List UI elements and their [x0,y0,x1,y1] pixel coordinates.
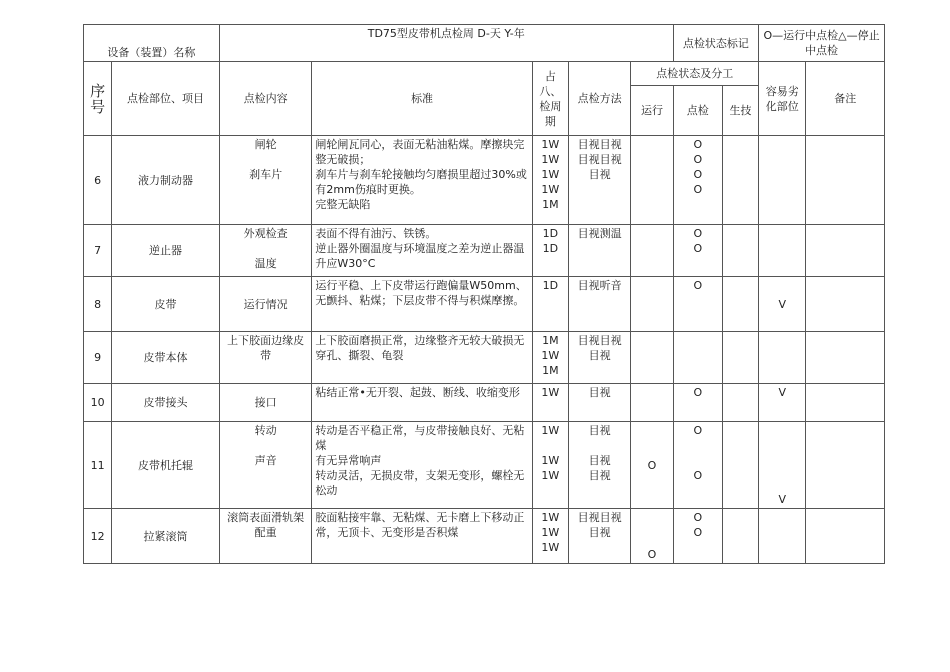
col-remark: 备注 [806,62,885,136]
table-row [84,225,885,277]
row-part: 液力制动器 [112,136,220,225]
sheet-title: TD75型皮带机点检周 D-天 Y-年 [219,25,673,62]
row-standard: 粘结正常•无开裂、起鼓、断线、收缩变形 [312,384,532,422]
col-weak-part: 容易劣化部位 [759,62,806,136]
row-method: 目视 目视 目视 [568,422,630,509]
row-method: 目视目视 目视 [568,332,630,384]
row-content: 接口 [219,384,312,422]
device-name-label: 设备（装置）名称 [84,25,220,62]
row-prod [722,136,758,225]
row-weak [759,136,806,225]
row-method: 目视目视 目视 [568,509,630,564]
row-period: 1D [532,277,568,332]
row-period: 1W 1W 1W [532,509,568,564]
row-no: 11 [84,422,112,509]
table-row [84,422,885,509]
row-no: 12 [84,509,112,564]
status-marker-legend: O—运行中点检△—停止中点检 [759,25,885,62]
col-status-group: 点检状态及分工 [631,62,759,86]
row-part: 皮带本体 [112,332,220,384]
row-prod [722,332,758,384]
row-run [631,225,673,277]
table-row [84,136,885,225]
row-remark [806,509,885,564]
row-run: O [631,509,673,564]
inspection-table [83,24,885,564]
row-check: O [673,384,722,422]
row-prod [722,384,758,422]
col-run: 运行 [631,86,673,136]
row-weak: V [759,422,806,509]
row-period: 1M 1W 1M [532,332,568,384]
table-row [84,277,885,332]
row-run [631,136,673,225]
table-row [84,509,885,564]
row-period: 1W [532,384,568,422]
row-run: O [631,422,673,509]
row-run [631,384,673,422]
row-check [673,332,722,384]
status-marker-label: 点检状态标记 [673,25,759,62]
row-standard: 运行平稳、上下皮带运行跑偏量W50mm、无颤抖、粘煤；下层皮带不得与积煤摩擦。 [312,277,532,332]
table-row [84,384,885,422]
row-part: 皮带机托辊 [112,422,220,509]
row-check: O O [673,509,722,564]
col-content: 点检内容 [219,62,312,136]
row-part: 皮带 [112,277,220,332]
row-run [631,332,673,384]
row-remark [806,277,885,332]
row-period: 1W 1W 1W [532,422,568,509]
col-part: 点检部位、项目 [112,62,220,136]
col-method: 点检方法 [568,62,630,136]
row-period: 1W 1W 1W 1W 1M [532,136,568,225]
row-part: 逆止器 [112,225,220,277]
row-remark [806,225,885,277]
row-weak [759,225,806,277]
row-standard: 表面不得有油污、铁锈。 逆止器外圈温度与环境温度之差为逆止器温升应W30°C [312,225,532,277]
row-remark [806,422,885,509]
row-check: O [673,277,722,332]
row-remark [806,332,885,384]
row-method: 目视目视 目视目视 目视 [568,136,630,225]
row-no: 9 [84,332,112,384]
row-remark [806,136,885,225]
row-standard: 转动是否平稳正常，与皮带接触良好、无粘煤 有无异常响声 转动灵活，无损皮带，支架无变形，螺栓无松动 [312,422,532,509]
row-part: 皮带接头 [112,384,220,422]
row-check: O O [673,225,722,277]
row-check: O O [673,422,722,509]
row-standard: 上下胶面磨损正常，边缘整齐无较大破损无穿孔、撕裂、龟裂 [312,332,532,384]
row-method: 目视测温 [568,225,630,277]
row-content: 闸轮 刹车片 [219,136,312,225]
row-no: 8 [84,277,112,332]
row-prod [722,509,758,564]
row-no: 6 [84,136,112,225]
row-content: 外观检查 温度 [219,225,312,277]
row-check: O O O O [673,136,722,225]
row-part: 拉紧滚筒 [112,509,220,564]
row-standard: 闸轮闸瓦同心，表面无粘油粘煤。摩擦块完整无破损； 刹车片与刹车轮接触均匀磨损里超过30%或有2mm伤痕时更换。 完整无缺陷 [312,136,532,225]
row-prod [722,225,758,277]
row-method: 目视听音 [568,277,630,332]
row-content: 上下胶面边缘皮带 [219,332,312,384]
row-no: 10 [84,384,112,422]
row-period: 1D 1D [532,225,568,277]
row-content: 滚筒表面滑轨架配重 [219,509,312,564]
col-prod: 生技 [722,86,758,136]
row-prod [722,422,758,509]
row-weak: V [759,384,806,422]
col-standard: 标准 [312,62,532,136]
row-content: 运行情况 [219,277,312,332]
row-weak [759,332,806,384]
col-seq: 序号 [84,62,112,136]
row-prod [722,277,758,332]
row-run [631,277,673,332]
col-check: 点检 [673,86,722,136]
row-method: 目视 [568,384,630,422]
col-period: 占八、检周期 [532,62,568,136]
table-row [84,332,885,384]
row-standard: 胶面粘接牢靠、无粘煤、无卡磨上下移动正常，无顶卡、无变形是否积煤 [312,509,532,564]
row-remark [806,384,885,422]
row-no: 7 [84,225,112,277]
row-weak [759,509,806,564]
row-content: 转动 声音 [219,422,312,509]
row-weak: V [759,277,806,332]
